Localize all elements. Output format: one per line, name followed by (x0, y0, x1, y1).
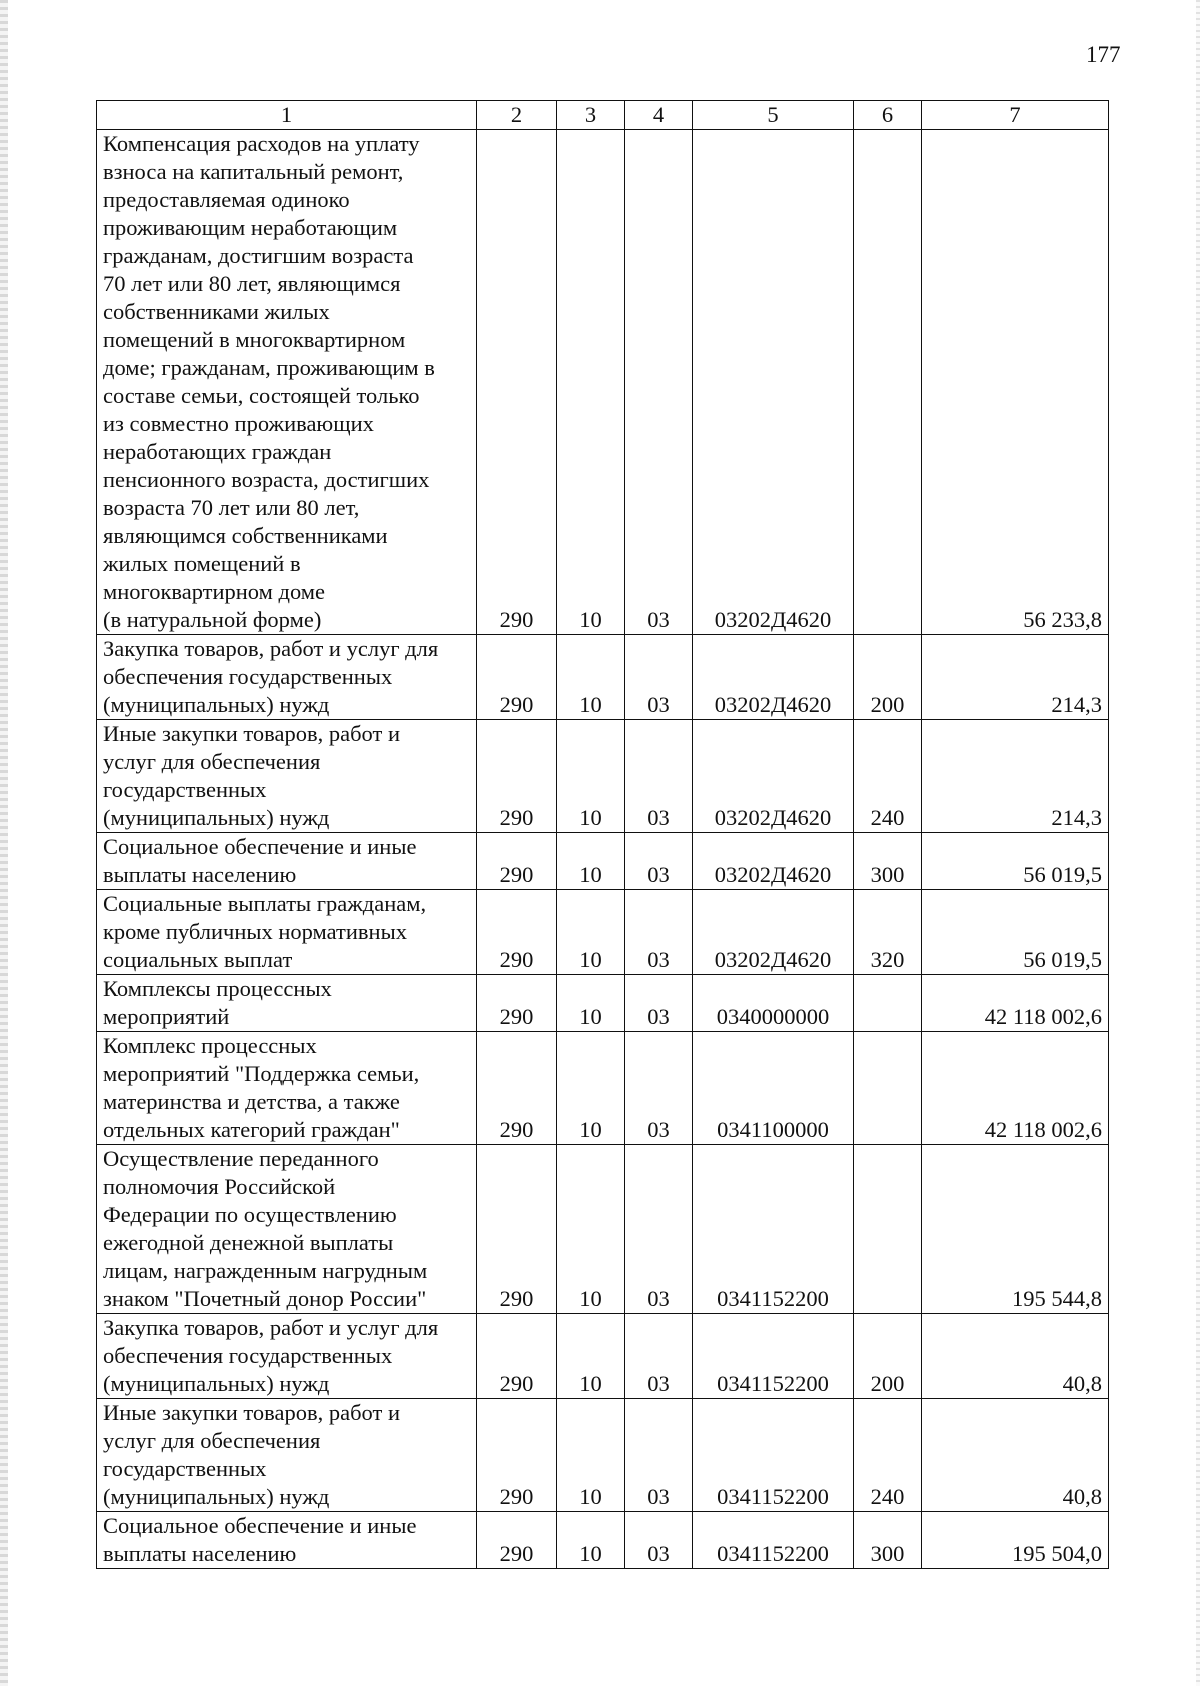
header-row (97, 101, 1109, 130)
row-col-2-text: 290 (499, 1117, 534, 1142)
row-amount-text: 214,3 (1051, 805, 1102, 830)
row-name-text: Осуществление переданного полномочия Российской Федерации по осуществлению ежегодной денежной выплаты лицам, награжденным нагрудным знаком "Почетный донор России" (103, 1146, 428, 1311)
row-col-2-text: 290 (499, 1484, 534, 1509)
row-col-4 (625, 975, 693, 1032)
row-col-6 (854, 975, 922, 1032)
row-col-4-text: 03 (647, 1117, 670, 1142)
row-col-5 (693, 1145, 854, 1314)
table-row (97, 1314, 1109, 1399)
row-name-text: Социальное обеспечение и иные выплаты населению (103, 1513, 417, 1566)
row-col-5 (693, 1314, 854, 1399)
table-row (97, 1032, 1109, 1145)
row-col-6-text: 200 (870, 1371, 905, 1396)
row-name-text: Социальное обеспечение и иные выплаты населению (103, 834, 417, 887)
row-name (97, 1032, 477, 1145)
row-col-5-text: 03202Д4620 (714, 947, 832, 972)
row-col-2 (477, 1314, 557, 1399)
row-name (97, 1145, 477, 1314)
row-col-4-text: 03 (647, 1286, 670, 1311)
row-col-3 (557, 720, 625, 833)
row-col-4 (625, 833, 693, 890)
row-col-6 (854, 1512, 922, 1569)
row-col-2-text: 290 (499, 1541, 534, 1566)
row-col-2 (477, 890, 557, 975)
row-col-3 (557, 635, 625, 720)
row-col-3 (557, 1512, 625, 1569)
row-col-4-text: 03 (647, 1371, 670, 1396)
row-col-2-text: 290 (499, 1371, 534, 1396)
row-name-text: Комплекс процессных мероприятий "Поддержка семьи, материнства и детства, а также отдельных категорий граждан" (103, 1033, 420, 1142)
row-col-4 (625, 1399, 693, 1512)
row-col-6-text: 300 (870, 862, 905, 887)
row-col-3-text: 10 (579, 1117, 602, 1142)
header-col-7: 7 (922, 101, 1109, 130)
table-row (97, 890, 1109, 975)
row-amount (922, 890, 1109, 975)
row-amount-text: 195 504,0 (1012, 1541, 1102, 1566)
row-name (97, 1314, 477, 1399)
row-col-6 (854, 890, 922, 975)
row-col-3 (557, 890, 625, 975)
header-col-5: 5 (693, 101, 854, 130)
row-amount (922, 1512, 1109, 1569)
row-col-3-text: 10 (579, 1484, 602, 1509)
row-col-6 (854, 635, 922, 720)
row-col-4 (625, 1512, 693, 1569)
row-col-5-text: 0340000000 (716, 1004, 830, 1029)
row-name (97, 975, 477, 1032)
header-col-3: 3 (557, 101, 625, 130)
row-col-5-text: 03202Д4620 (714, 692, 832, 717)
row-col-6-text: 320 (870, 947, 905, 972)
row-col-3-text: 10 (579, 607, 602, 632)
row-col-3-text: 10 (579, 947, 602, 972)
table-body (97, 130, 1109, 1569)
row-col-3 (557, 1399, 625, 1512)
row-col-6 (854, 1399, 922, 1512)
header-col-4: 4 (625, 101, 693, 130)
row-name-text: Иные закупки товаров, работ и услуг для обеспечения государственных (муниципальных) нужд (103, 1400, 401, 1509)
row-col-4 (625, 1032, 693, 1145)
row-col-4-text: 03 (647, 947, 670, 972)
row-name-text: Комплексы процессных мероприятий (103, 976, 332, 1029)
row-name (97, 130, 477, 635)
table-row (97, 1145, 1109, 1314)
row-col-6 (854, 833, 922, 890)
row-col-3-text: 10 (579, 1286, 602, 1311)
row-col-2 (477, 975, 557, 1032)
row-amount-text: 40,8 (1062, 1371, 1102, 1396)
row-col-3 (557, 1145, 625, 1314)
scan-edge-left (0, 0, 8, 1686)
row-col-2 (477, 833, 557, 890)
row-col-4 (625, 130, 693, 635)
row-name (97, 635, 477, 720)
table-row (97, 833, 1109, 890)
row-col-5-text: 03202Д4620 (714, 805, 832, 830)
row-col-2-text: 290 (499, 692, 534, 717)
row-col-2-text: 290 (499, 607, 534, 632)
row-col-6 (854, 1145, 922, 1314)
row-col-2-text: 290 (499, 805, 534, 830)
row-col-3-text: 10 (579, 692, 602, 717)
row-col-6 (854, 1314, 922, 1399)
row-col-4-text: 03 (647, 1004, 670, 1029)
row-col-6 (854, 720, 922, 833)
row-col-3-text: 10 (579, 1541, 602, 1566)
row-amount-text: 42 118 002,6 (984, 1004, 1102, 1029)
table-row (97, 720, 1109, 833)
row-col-3 (557, 1032, 625, 1145)
row-amount-text: 56 233,8 (1023, 607, 1102, 632)
row-col-4-text: 03 (647, 1541, 670, 1566)
row-col-6-text: 240 (870, 1484, 905, 1509)
row-col-6 (854, 130, 922, 635)
row-col-5 (693, 1032, 854, 1145)
row-col-5-text: 0341100000 (717, 1117, 829, 1142)
row-amount-text: 42 118 002,6 (984, 1117, 1102, 1142)
row-col-5 (693, 130, 854, 635)
row-col-5-text: 0341152200 (717, 1286, 829, 1311)
header-col-6: 6 (854, 101, 922, 130)
row-col-2 (477, 1512, 557, 1569)
row-name (97, 1399, 477, 1512)
row-col-6-text: 200 (870, 692, 905, 717)
row-amount (922, 1032, 1109, 1145)
row-col-5 (693, 975, 854, 1032)
row-name (97, 1512, 477, 1569)
row-col-3 (557, 130, 625, 635)
row-col-4 (625, 635, 693, 720)
row-col-4-text: 03 (647, 805, 670, 830)
row-col-2 (477, 720, 557, 833)
scan-edge-right (1196, 0, 1200, 1686)
row-col-4-text: 03 (647, 1484, 670, 1509)
row-col-3 (557, 975, 625, 1032)
row-col-5-text: 03202Д4620 (714, 607, 832, 632)
row-name-text: Иные закупки товаров, работ и услуг для обеспечения государственных (муниципальных) нужд (103, 721, 401, 830)
row-col-6 (854, 1032, 922, 1145)
row-amount (922, 1399, 1109, 1512)
row-col-5 (693, 890, 854, 975)
row-amount (922, 975, 1109, 1032)
row-col-5 (693, 833, 854, 890)
table-row (97, 1512, 1109, 1569)
table-row (97, 130, 1109, 635)
row-col-2-text: 290 (499, 1286, 534, 1311)
row-amount (922, 1314, 1109, 1399)
row-col-5-text: 0341152200 (717, 1541, 829, 1566)
row-amount-text: 40,8 (1062, 1484, 1102, 1509)
row-col-4 (625, 1314, 693, 1399)
row-col-3-text: 10 (579, 805, 602, 830)
row-col-3-text: 10 (579, 1371, 602, 1396)
table-row (97, 975, 1109, 1032)
row-amount (922, 833, 1109, 890)
row-col-4 (625, 1145, 693, 1314)
row-name-text: Социальные выплаты гражданам, кроме публичных нормативных социальных выплат (103, 891, 427, 972)
row-col-5-text: 03202Д4620 (714, 862, 832, 887)
row-name (97, 720, 477, 833)
row-name-text: Закупка товаров, работ и услуг для обеспечения государственных (муниципальных) нужд (103, 1315, 439, 1396)
row-col-5 (693, 1399, 854, 1512)
row-col-2 (477, 635, 557, 720)
row-col-5-text: 0341152200 (717, 1371, 829, 1396)
row-amount-text: 195 544,8 (1012, 1286, 1102, 1311)
row-col-2-text: 290 (499, 947, 534, 972)
row-amount-text: 56 019,5 (1023, 862, 1102, 887)
table-row (97, 1399, 1109, 1512)
row-col-6-text: 240 (870, 805, 905, 830)
row-col-3 (557, 1314, 625, 1399)
row-col-3-text: 10 (579, 862, 602, 887)
row-col-5-text: 0341152200 (717, 1484, 829, 1509)
row-col-5 (693, 1512, 854, 1569)
row-col-2-text: 290 (499, 1004, 534, 1029)
row-name (97, 890, 477, 975)
row-col-2 (477, 1399, 557, 1512)
row-amount (922, 720, 1109, 833)
row-amount-text: 214,3 (1051, 692, 1102, 717)
row-amount (922, 1145, 1109, 1314)
header-col-2: 2 (477, 101, 557, 130)
row-name-text: Компенсация расходов на уплату взноса на капитальный ремонт, предоставляемая одиноко проживающим неработающим гражданам, достигшим возраста 70 лет или 80 лет, являющимся собственниками жилых помещений в многоквартирном доме; гражданам, проживающим в составе семьи, состоящей только из совместно проживающих неработающих граждан пенсионного возраста, достигших возраста 70 лет или 80 лет, являющимся собственниками жилых помещений в многоквартирном доме (в натуральной форме) (103, 131, 435, 632)
row-col-4-text: 03 (647, 692, 670, 717)
row-col-2 (477, 130, 557, 635)
table-header (97, 101, 1109, 130)
row-amount (922, 130, 1109, 635)
budget-table (96, 100, 1109, 1569)
row-name-text: Закупка товаров, работ и услуг для обеспечения государственных (муниципальных) нужд (103, 636, 439, 717)
row-col-3-text: 10 (579, 1004, 602, 1029)
row-col-6-text: 300 (870, 1541, 905, 1566)
row-col-2 (477, 1032, 557, 1145)
row-col-5 (693, 635, 854, 720)
row-amount-text: 56 019,5 (1023, 947, 1102, 972)
row-name (97, 833, 477, 890)
page-number: 177 (1086, 42, 1121, 67)
row-amount (922, 635, 1109, 720)
row-col-2 (477, 1145, 557, 1314)
table-row (97, 635, 1109, 720)
row-col-5 (693, 720, 854, 833)
row-col-2-text: 290 (499, 862, 534, 887)
row-col-3 (557, 833, 625, 890)
row-col-4-text: 03 (647, 607, 670, 632)
header-col-1: 1 (97, 101, 477, 130)
row-col-4 (625, 720, 693, 833)
row-col-4-text: 03 (647, 862, 670, 887)
row-col-4 (625, 890, 693, 975)
